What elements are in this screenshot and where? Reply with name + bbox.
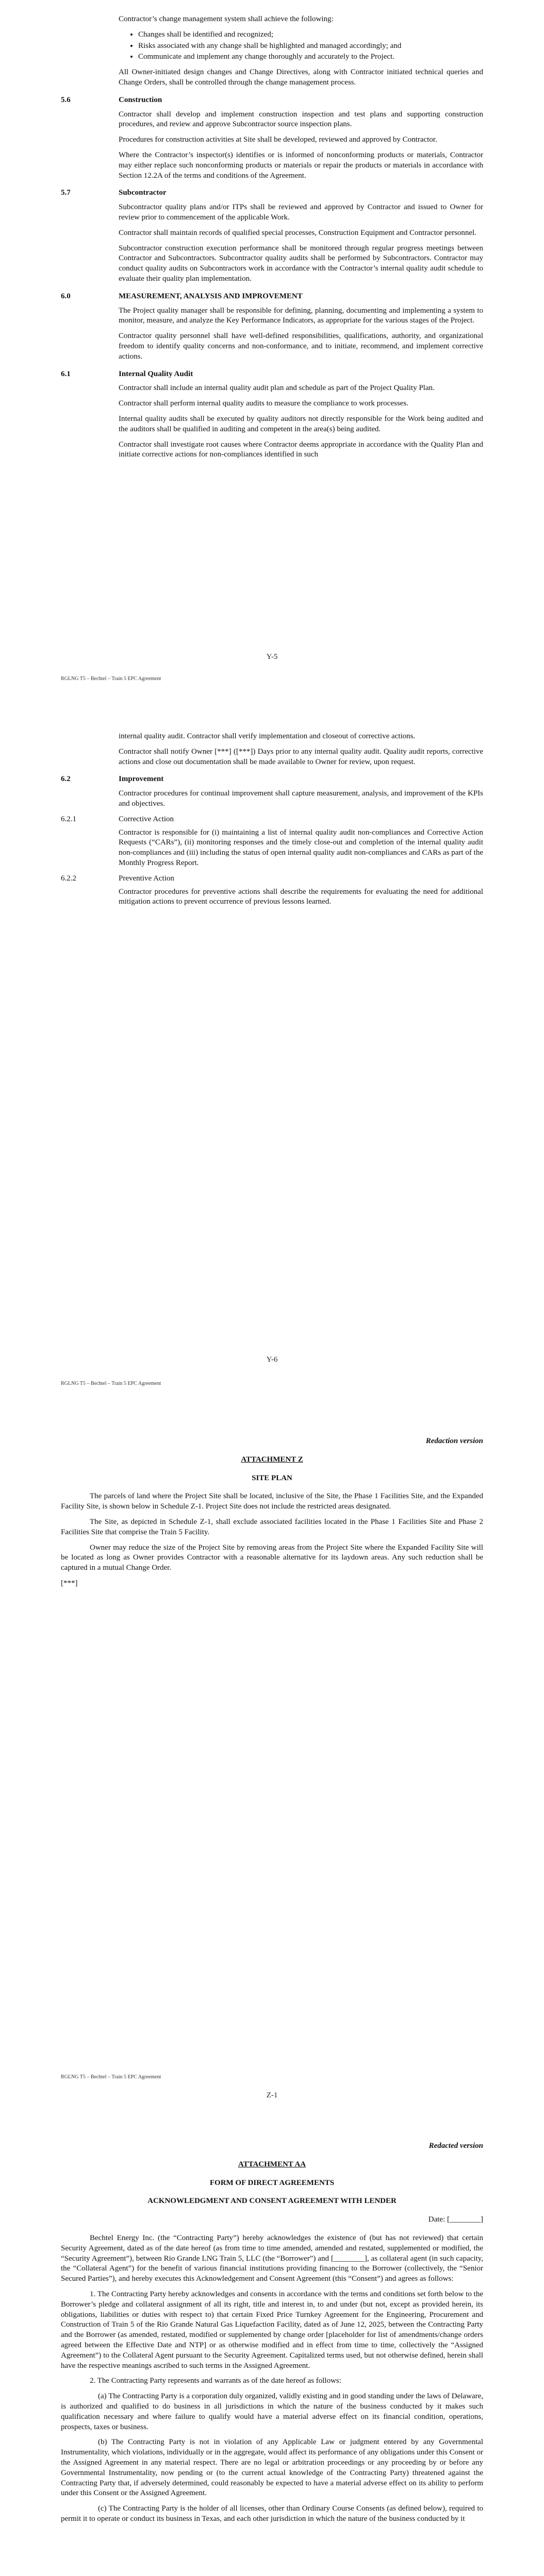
page-footer: RGLNG T5 – Bechtel – Train 5 EPC Agreement (61, 2074, 161, 2080)
paragraph: Contractor shall notify Owner [***] ([***]) Days prior to any internal quality audit. Quality audit reports, corrective actions and close out documentation shall be made available to Owner for review, upon request. (119, 747, 483, 766)
paragraph: 1. The Contracting Party hereby acknowledges and consents in accordance with the terms and conditions set forth below to the Borrower’s pledge and collateral assignment of all its right, title and interest in, to and under (but not, except as provided herein, its obligations, liabilities or duties with respect to) that certain Fixed Price Turnkey Agreement for the Engineering, Procurement and Construction of Train 5 of the Rio Grande Natural Gas Liquefaction Facility, dated as of June 12, 2025, between the Contracting Party and the Borrower (as amended, restated, modified or supplemented by change order [placeholder for list of amendments/change orders agreed between the Effective Date and NTP] or as otherwise modified and in effect from time to time, collectively the “Assigned Agreement”) to the Collateral Agent pursuant to the Security Agreement. Capitalized terms used, but not otherwise defined, herein shall have the respective meanings ascribed to such terms in the Assigned Agreement. (61, 2290, 483, 2370)
section-heading-6-0 (61, 292, 483, 302)
document-page-y6 (0, 717, 544, 1401)
subsection-number: 6.2.1 (61, 815, 76, 823)
paragraph: (b) The Contracting Party is not in violation of any Applicable Law or judgment entered by any Governmental Instrumentality, which violations, individually or in the aggregate, would affect its performance of any obligations under this Consent or the Assigned Agreement in any material respect. There are no legal or arbitration proceedings or any proceeding by or before any Governmental Instrumentality, now pending or (to the current actual knowledge of the Contracting Party) threatened against the Contracting Party that, if adversely determined, could reasonably be expected to have a material adverse effect on its ability to perform under this Consent or the Assigned Agreement. (61, 2438, 483, 2498)
paragraph: Contractor quality personnel shall have well-defined responsibilities, qualifications, authority, and organizational freedom to identify quality concerns and non-conformance, and to initiate, recommend, and implement corrective actions. (119, 332, 483, 361)
section-number: 6.0 (61, 292, 71, 300)
page-number: Y-5 (266, 653, 278, 661)
page-number: Y-6 (266, 1355, 278, 1364)
subsection-number: 6.2.2 (61, 874, 76, 883)
attachment-title: SITE PLAN (252, 1473, 292, 1482)
subsection-heading-6-2-1 (61, 815, 483, 825)
section-title: Improvement (119, 775, 164, 784)
paragraph: The Project quality manager shall be responsible for defining, planning, documenting and implementing a system to monitor, measure, and analyze the Key Performance Indicators, as appropriate for the various stages of the Project. (119, 306, 483, 325)
paragraph: Contractor shall maintain records of qualified special processes, Construction Equipment and Contractor personnel. (119, 228, 476, 237)
redaction-label: Redaction version (425, 1437, 483, 1445)
page-footer: RGLNG T5 – Bechtel – Train 5 EPC Agreement (61, 675, 161, 682)
section-number: 6.2 (61, 775, 71, 784)
page-content (61, 2141, 483, 2530)
section-title: MEASUREMENT, ANALYSIS AND IMPROVEMENT (119, 292, 303, 300)
section-number: 5.6 (61, 95, 71, 104)
bullet-item: • Risks associated with any change shall be highlighted and managed accordingly; and (138, 41, 483, 52)
paragraph: Subcontractor construction execution performance shall be monitored through regular progress meetings between Contractor and Subcontractors. Subcontractor quality audits shall be performed by Subcontractors. Contractor may conduct quality audits on Subcontractors work in accordance with the Contractor’s internal quality audit schedule to evaluate their quality plan implementation. (119, 244, 483, 283)
page-content (61, 14, 483, 465)
paragraph: Owner may reduce the size of the Project Site by removing areas from the Project Site where the Expanded Facility Site will be located as long as Owner provides Contractor with a reasonable alternative for its laydown areas. Any such reduction shall be captured in a mutual Change Order. (61, 1543, 483, 1572)
section-number: 6.1 (61, 369, 71, 378)
attachment-heading: ATTACHMENT AA (238, 2160, 306, 2168)
page-separator (0, 2106, 544, 2127)
subsection-heading-6-2-2 (61, 874, 483, 884)
section-title: Internal Quality Audit (119, 369, 193, 378)
paragraph: The Site, as depicted in Schedule Z-1, shall exclude associated facilities located in the Phase 1 Facilities Site and Phase 2 Facilities Site that comprise the Train 5 Facility. (61, 1517, 483, 1536)
page-number: Z-1 (266, 2091, 278, 2099)
paragraph: Contractor shall perform internal quality audits to measure the compliance to work processes. (119, 399, 408, 408)
page-content (61, 1436, 483, 1594)
bullet-item: • Changes shall be identified and recognized; (138, 30, 483, 40)
subsection-title: Corrective Action (119, 815, 174, 823)
document-page-y5 (0, 0, 544, 697)
paragraph: All Owner-initiated design changes and Change Directives, along with Contractor initiated technical queries and Change Orders, shall be controlled through the change management process. (119, 68, 483, 87)
document-page-aa1 (0, 2127, 544, 2576)
section-heading-5-6 (61, 95, 483, 106)
section-heading-6-1 (61, 369, 483, 380)
section-number: 5.7 (61, 189, 71, 197)
paragraph: Subcontractor quality plans and/or ITPs shall be reviewed and approved by Contractor and issued to Owner for review prior to commencement of the applicable Work. (119, 203, 483, 222)
bullet-item: • Communicate and implement any change thoroughly and accurately to the Project. (138, 52, 483, 62)
paragraph: Contractor’s change management system shall achieve the following: (119, 15, 334, 23)
redaction-label: Redacted version (428, 2142, 483, 2150)
section-title: Construction (119, 95, 162, 104)
section-title: Subcontractor (119, 189, 167, 197)
paragraph: Contractor shall investigate root causes where Contractor deems appropriate in accordance with the Quality Plan and initiate corrective actions for non-compliances identified in such (119, 440, 483, 459)
attachment-heading: ATTACHMENT Z (241, 1455, 303, 1464)
section-heading-5-7 (61, 188, 483, 198)
document-page-z1 (0, 1422, 544, 2106)
attachment-title: FORM OF DIRECT AGREEMENTS (209, 2178, 335, 2187)
page-separator (0, 1401, 544, 1422)
paragraph: Where the Contractor’s inspector(s) identifies or is informed of nonconforming products or materials, Contractor may either replace such nonconforming products or materials or repair the products or materials in accordance with Section 12.2A of the terms and conditions of the Agreement. (119, 150, 483, 180)
section-heading-6-2 (61, 774, 483, 785)
page-footer: RGLNG T5 – Bechtel – Train 5 EPC Agreement (61, 1380, 161, 1386)
paragraph: Contractor is responsible for (i) maintaining a list of internal quality audit non-compliances and Corrective Action Requests (“CARs”), (ii) monitoring responses and the timely close-out and completion of the internal quality audit non-compliances and (iii) including the status of open internal quality audit non-compliances and CARs as part of the Monthly Progress Report. (119, 828, 483, 867)
paragraph: The parcels of land where the Project Site shall be located, inclusive of the Site, the Phase 1 Facilities Site, and the Expanded Facility Site, is shown below in Schedule Z-1. Project Site does not include the restricted areas designated. (61, 1492, 483, 1511)
page-content (61, 732, 483, 912)
page-separator (0, 697, 544, 717)
paragraph: Procedures for construction activities at Site shall be developed, reviewed and approved by Contractor. (119, 135, 437, 144)
redacted-content: [***] (61, 1579, 78, 1587)
paragraph: (c) The Contracting Party is the holder of all licenses, other than Ordinary Course Consents (as defined below), required to permit it to operate or conduct its business in Texas, and each other jurisdiction in which the nature of the business conducted by it (61, 2504, 483, 2523)
date-line: Date: [________] (428, 2215, 483, 2224)
paragraph: Internal quality audits shall be executed by quality auditors not directly responsible for the Work being audited and the auditors shall be qualified in auditing and competent in the area(s) being audited. (119, 414, 483, 433)
paragraph: internal quality audit. Contractor shall verify implementation and closeout of corrective actions. (119, 732, 416, 740)
paragraph: 2. The Contracting Party represents and warrants as of the date hereof as follows: (90, 2377, 341, 2385)
paragraph: Contractor shall develop and implement construction inspection and test plans and supporting construction procedures, and review and approve Subcontractor source inspection plans. (119, 110, 483, 129)
bullet-list (61, 30, 483, 62)
paragraph: Contractor procedures for preventive actions shall describe the requirements for evaluating the need for additional mitigation actions to prevent occurrence of previous lessons learned. (119, 887, 483, 906)
paragraph: Bechtel Energy Inc. (the “Contracting Party”) hereby acknowledges the existence of (but has not reviewed) that certain Security Agreement, dated as of the date hereof (as from time to time amended, amended and restated, supplemented or modified, the “Security Agreement”), between Rio Grande LNG Train 5, LLC (the “Borrower”) and [________], as collateral agent (in such capacity, the “Collateral Agent”) for the benefit of various financial institutions providing financing to the Borrower (collectively, the “Senior Secured Parties”), and hereby executes this Acknowledgement and Consent Agreement (this “Consent”) and agrees as follows: (61, 2233, 483, 2283)
subsection-title: Preventive Action (119, 874, 174, 883)
agreement-title: ACKNOWLEDGMENT AND CONSENT AGREEMENT WITH LENDER (147, 2197, 397, 2206)
paragraph: Contractor shall include an internal quality audit plan and schedule as part of the Project Quality Plan. (119, 384, 435, 393)
paragraph: Contractor procedures for continual improvement shall capture measurement, analysis, and improvement of the KPIs and objectives. (119, 789, 483, 808)
paragraph: (a) The Contracting Party is a corporation duly organized, validly existing and in good standing under the laws of Delaware, is authorized and qualified to do business in all jurisdictions in which the nature of the business conducted by it makes such qualification necessary and where failure to qualify would have a material adverse effect on its financial condition, operations, prospects, taxes or business. (61, 2392, 483, 2431)
